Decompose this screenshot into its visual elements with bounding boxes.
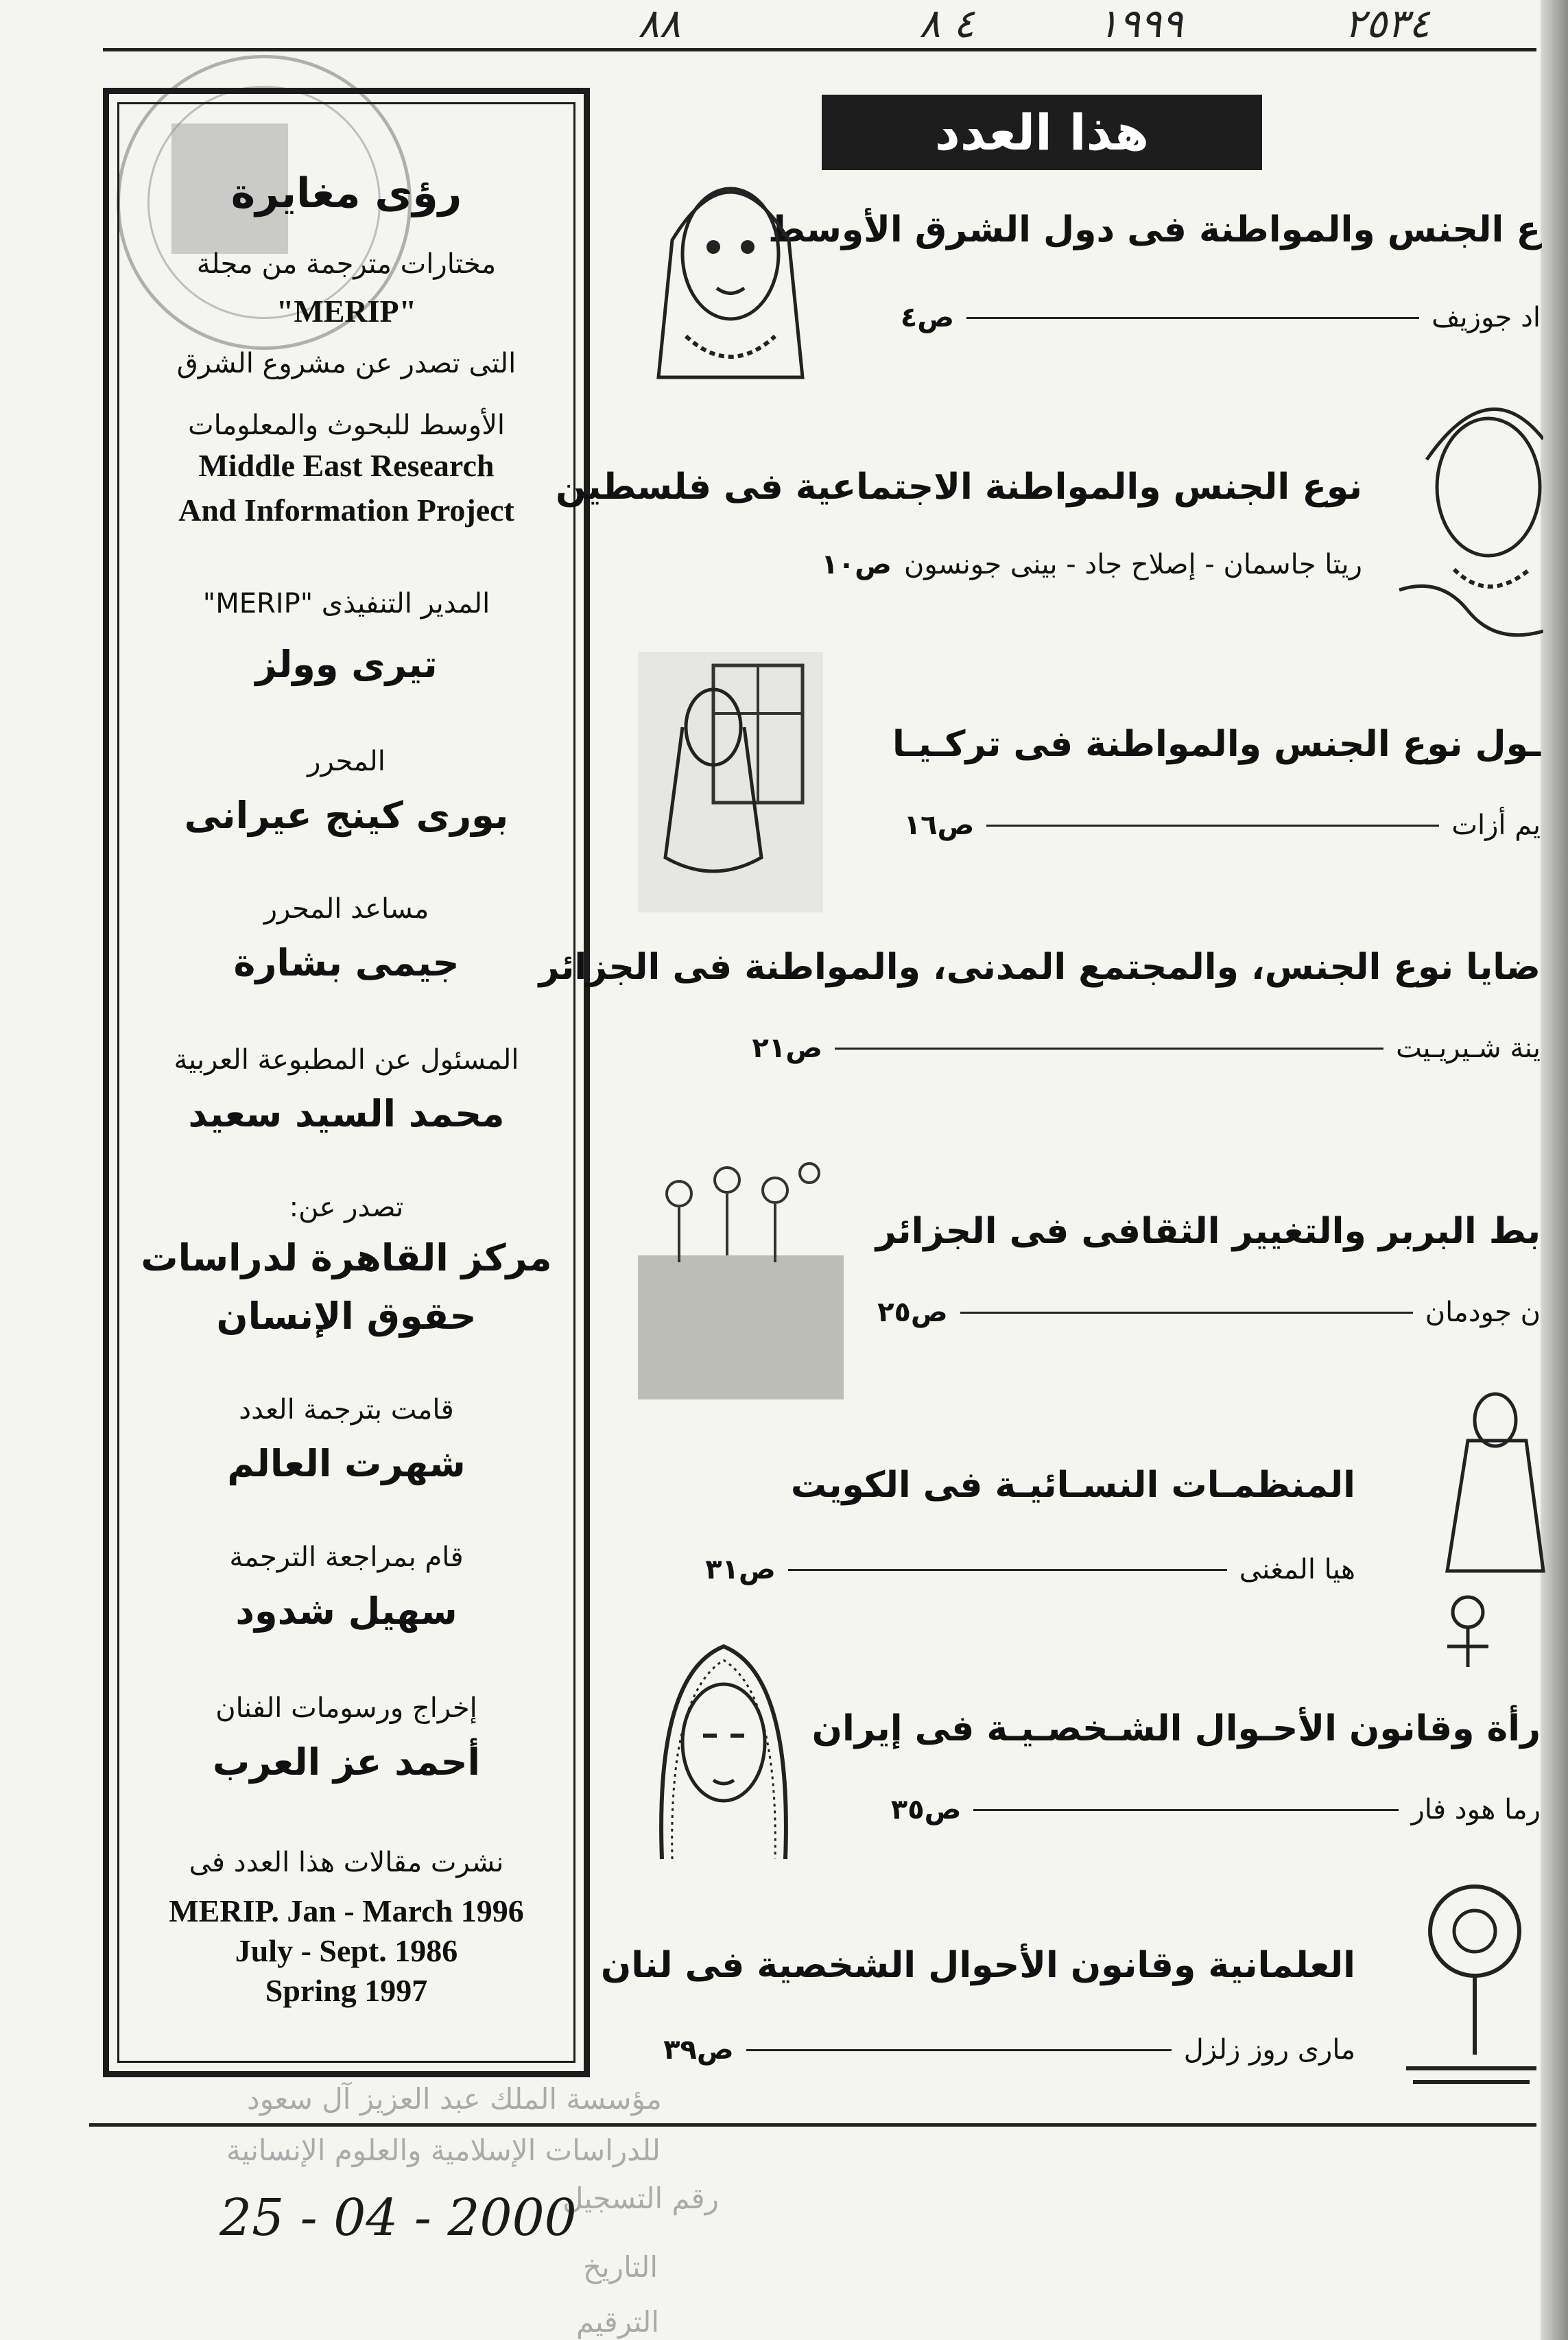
woman-window-illustration bbox=[638, 652, 823, 912]
dancing-figures-illustration bbox=[638, 1153, 844, 1399]
handwritten-note-4: ٢٥٣٤ bbox=[1344, 0, 1430, 47]
entry-4-leader bbox=[835, 1048, 1383, 1050]
intro-line-2: التى تصدر عن مشروع الشرق bbox=[176, 348, 516, 379]
page-edge-shadow bbox=[1541, 0, 1568, 2340]
entry-1-leader bbox=[966, 317, 1419, 319]
publisher-label: تصدر عن: bbox=[289, 1192, 404, 1223]
entry-3-leader bbox=[986, 825, 1439, 827]
entry-8-byline bbox=[663, 2034, 1355, 2066]
entry-4-byline bbox=[752, 1032, 1541, 1064]
stamp-text-5: الترقيم bbox=[576, 2305, 660, 2339]
entry-3-byline bbox=[904, 809, 1541, 841]
entry-7-author: رما هود فار bbox=[1411, 1794, 1541, 1825]
entry-8-leader bbox=[746, 2049, 1172, 2051]
stamp-text-1: مؤسسة الملك عبد العزيز آل سعود bbox=[247, 2082, 662, 2116]
flower-tree-illustration bbox=[1399, 1876, 1543, 2089]
asst-editor-name: جيمى بشارة bbox=[233, 941, 460, 984]
credits-sidebar bbox=[103, 88, 590, 2077]
entry-5-title: بط البربر والتغيير الثقافى فى الجزائر bbox=[875, 1211, 1541, 1252]
entry-2-page: ص١٠ bbox=[821, 549, 892, 580]
entry-1-title: ع الجنس والمواطنة فى دول الشرق الأوسط bbox=[768, 209, 1541, 250]
published-line-3: Spring 1997 bbox=[265, 1973, 428, 2008]
publisher-line-2: حقوق الإنسان bbox=[216, 1295, 477, 1338]
english-name-1: Middle East Research bbox=[198, 448, 495, 483]
entry-6-leader bbox=[788, 1569, 1227, 1571]
stamp-text-3: رقم التسجيل bbox=[562, 2182, 719, 2215]
entry-2-byline bbox=[821, 549, 1362, 580]
entry-1-byline bbox=[901, 302, 1541, 333]
entry-3-page: ص١٦ bbox=[903, 809, 975, 841]
entry-7-title: رأة وقانون الأحـوال الشـخصـيـة فى إيران bbox=[811, 1708, 1541, 1749]
published-label: نشرت مقالات هذا العدد فى bbox=[189, 1847, 504, 1878]
entry-6-author: هيا المغنى bbox=[1239, 1554, 1355, 1585]
published-line-1: MERIP. Jan - March 1996 bbox=[169, 1893, 524, 1928]
entry-1-page: ص٤ bbox=[900, 302, 955, 333]
arabic-ed-name: محمد السيد سعيد bbox=[188, 1092, 505, 1135]
entry-8-author: مارى روز زلزل bbox=[1183, 2034, 1355, 2066]
entry-5-page: ص٢٥ bbox=[877, 1297, 948, 1328]
woman-portrait-1-illustration bbox=[645, 158, 816, 418]
translator-label: قامت بترجمة العدد bbox=[239, 1394, 454, 1426]
artist-label: إخراج ورسومات الفنان bbox=[215, 1692, 477, 1724]
entry-6-page: ص٣١ bbox=[705, 1554, 776, 1585]
entry-8-page: ص٣٩ bbox=[663, 2034, 734, 2066]
stamp-text-2: للدراسات الإسلامية والعلوم الإنسانية bbox=[226, 2134, 661, 2167]
woman-portrait-2-illustration bbox=[1386, 384, 1543, 672]
entry-4-author: ينة شـيريـيت bbox=[1396, 1032, 1541, 1064]
handwritten-note-1: ٨٨ bbox=[638, 0, 681, 47]
arabic-ed-label: المسئول عن المطبوعة العربية bbox=[174, 1044, 519, 1076]
reviewer-name: سهيل شدود bbox=[235, 1589, 458, 1633]
publisher-line-1: مركز القاهرة لدراسات bbox=[141, 1236, 552, 1279]
handwritten-note-3: ١٩٩٩ bbox=[1097, 0, 1183, 47]
entry-5-byline bbox=[877, 1297, 1541, 1328]
reviewer-label: قام بمراجعة الترجمة bbox=[229, 1541, 464, 1573]
entry-7-page: ص٣٥ bbox=[890, 1794, 962, 1825]
handwritten-date: 25 - 04 - 2000 bbox=[219, 2188, 577, 2247]
entry-6-byline bbox=[705, 1554, 1355, 1585]
exec-label: المدير التنفيذى "MERIP" bbox=[202, 588, 490, 619]
magazine-title: رؤى مغايرة bbox=[230, 169, 462, 217]
contents-heading: هذا العدد bbox=[822, 95, 1262, 170]
entry-4-page: ص٢١ bbox=[752, 1032, 823, 1064]
woman-and-man-illustration bbox=[1427, 1386, 1550, 1674]
entry-7-byline bbox=[891, 1794, 1541, 1825]
bottom-rule bbox=[89, 2123, 1536, 2127]
entry-4-title: ضايا نوع الجنس، والمجتمع المدنى، والمواطنة فى الجزائر bbox=[538, 947, 1541, 988]
entry-2-author: ريتا جاسمان - إصلاح جاد - بينى جونسون bbox=[903, 549, 1362, 580]
editor-label: المحرر bbox=[307, 746, 385, 777]
entry-7-leader bbox=[973, 1809, 1399, 1811]
entry-1-author: اد جوزيف bbox=[1432, 302, 1541, 333]
handwritten-note-2: ٤ ٨ bbox=[919, 0, 975, 47]
entry-2-title: نوع الجنس والمواطنة الاجتماعية فى فلسطين bbox=[556, 466, 1362, 508]
top-rule bbox=[103, 48, 1536, 51]
published-line-2: July - Sept. 1986 bbox=[235, 1933, 458, 1968]
english-name-2: And Information Project bbox=[178, 493, 514, 528]
entry-3-title: ـول نوع الجنس والمواطنة فى تركـيـا bbox=[892, 724, 1541, 765]
entry-5-author: ن جودمان bbox=[1425, 1297, 1541, 1328]
asst-editor-label: مساعد المحرر bbox=[263, 893, 429, 925]
entry-5-leader bbox=[960, 1312, 1413, 1314]
entry-3-author: يم أزات bbox=[1451, 809, 1541, 841]
entry-6-title: المنظمـات النسـائيـة فى الكويت bbox=[790, 1465, 1355, 1506]
exec-name: تيرى وولز bbox=[255, 643, 438, 686]
intro-line-3: الأوسط للبحوث والمعلومات bbox=[187, 410, 505, 441]
intro-line-1: مختارات مترجمة من مجلة bbox=[196, 248, 497, 280]
translator-name: شهرت العالم bbox=[227, 1442, 466, 1485]
woman-portrait-3-illustration bbox=[641, 1633, 806, 1893]
stamp-text-4: التاريخ bbox=[583, 2250, 658, 2284]
intro-merip: "MERIP" bbox=[276, 294, 417, 329]
editor-name: بورى كينج عيرانى bbox=[184, 794, 509, 837]
entry-8-title: العلمانية وقانون الأحوال الشخصية فى لنان bbox=[600, 1945, 1355, 1986]
artist-name: أحمد عز العرب bbox=[212, 1740, 481, 1784]
